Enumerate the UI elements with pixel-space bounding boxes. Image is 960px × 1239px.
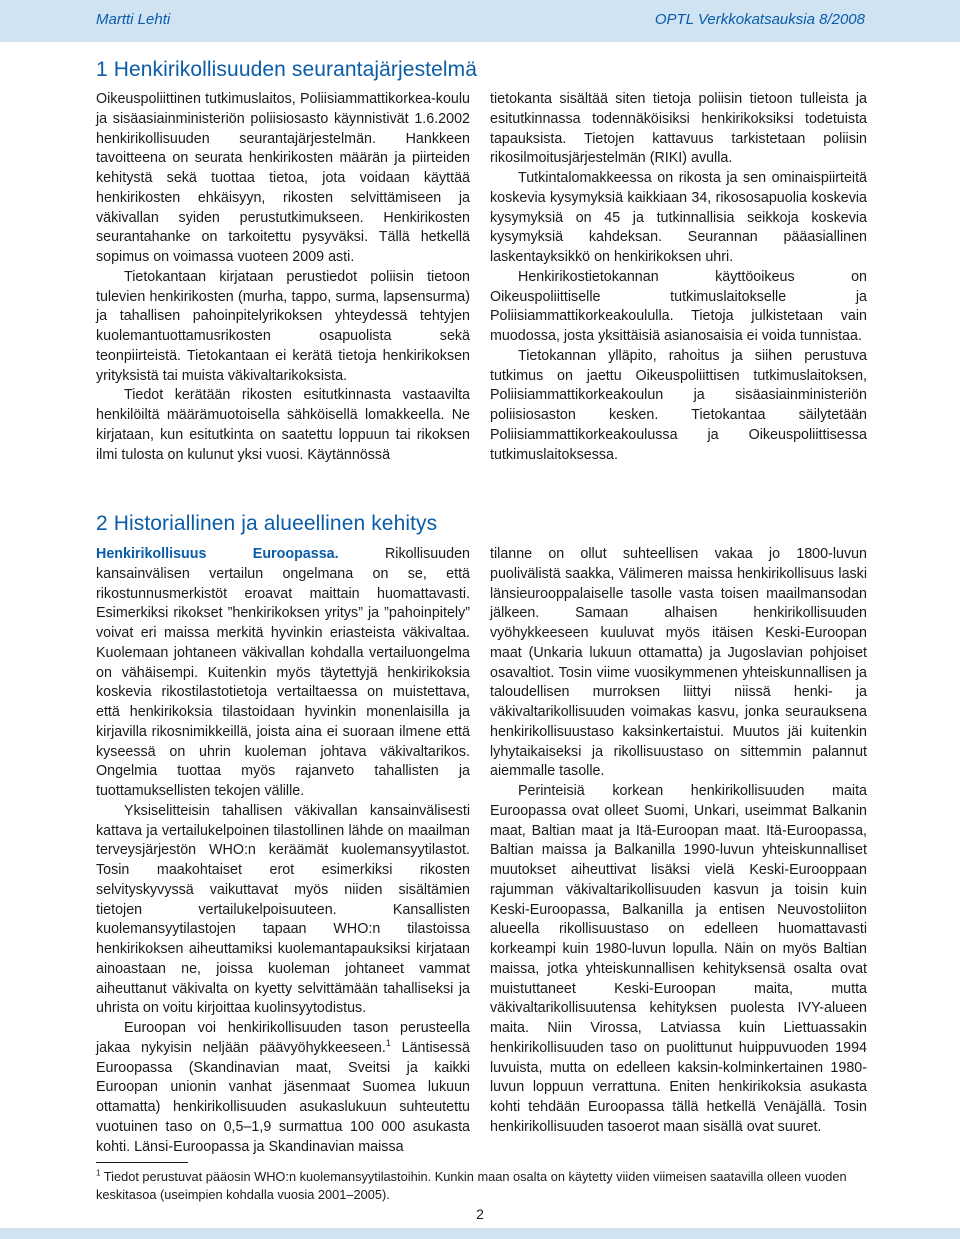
- paragraph: Henkirikostietokannan käyttöoikeus on Oikeuspoliittiselle tutkimuslaitokselle ja Poliisiammattikorkeakoululla. Tietoja julkistetaan vain muodossa, josta yksittäisiä asianosaisia ei voida tunnistaa.: [490, 268, 867, 344]
- paragraph: Perinteisiä korkean henkirikollisuuden maita Euroopassa ovat olleet Suomi, Unkari, useimmat Balkanin maat, Baltian maat ja Itä-Euroopan maat. Itä-Euroopassa, Baltian maissa ja Balkanilla 1990-luvun yhteiskunnalliset muutokset aiheuttivat lisäksi vielä Keski-Eurooppaan rajumman väkivaltarikollisuuden kasvun ja toisin kuin Keski-Euroopassa, Balkanilla ja entisen Neuvostoliiton alueella rikollisuustaso on edelleen huomattavasti korkeampi kuin 1980-luvun lopulla. Näin on myös Baltian maissa, jotka yhteiskunnallisen kehityksensä osalta ovat muistuttaneet Keski-Euroopan maita, mutta väkivaltarikollisuutensa kehityksen puolesta IVY-alueen maita. Niin Virossa, Latviassa kuin Liettuassakin henkirikollisuuden taso on puolittunut huippuvuoden 1994 luvuista, mutta on edelleen kaksin-kolminkertainen 1980-luvun loppuun verrattuna. Eniten henkirikoksia asukasta kohti tehdään Euroopassa tällä hetkellä Venäjällä. Tosin henkirikollisuuden tasoerot maan sisällä ovat suuret.: [490, 783, 867, 1135]
- lead-label: Henkirikollisuus Euroopassa.: [96, 546, 339, 562]
- section-1-left-column: [96, 90, 470, 465]
- paragraph: tilanne on ollut suhteellisen vakaa jo 1800-luvun puolivälistä saakka, Välimeren maissa henkirikollisuus laski länsieurooppalaiselle tasolle vasta toisen maailmansodan jälkeen. Samaan alhaisen henkirikollisuuden vyöhykkeeseen kuuluvat myös itäisen Keski-Euroopan maat (Unkaria lukuun ottamatta) ja Jugoslavian pohjoiset osavaltiot. Tosin viime vuosikymmenen yhteiskunnallisen ja taloudellisen murroksen liittyi niissä henki- ja väkivaltarikollisuuden voimakas kasvu, jonka seurauksena henkirikollisuustaso kaksinkertaistui. Muutos jäi kuitenkin lyhytaikaiseksi ja rikollisuustaso on sittemmin palannut aiemmalle tasolle.: [490, 546, 867, 780]
- paragraph: Tutkintalomakkeessa on rikosta ja sen ominaispiirteitä koskevia kysymyksiä kaikkiaan 34, rikososapuolia koskevia kysymyksiä on 45 ja tutkinnallisia seikkoja koskevia kysymyksiä kahdeksan. Seurannan pääasiallinen laskentayksikkö on henkirikoksen uhri.: [490, 170, 867, 265]
- paragraph-text: Läntisessä Euroopassa (Skandinavian maat, Sveitsi ja kaikki Euroopan unionin vanhat jäsenmaat Suomea lukuun ottamatta) henkirikollisuuden asukaslukuun suhteutettu vuotuinen taso on 0,5–1,9 surmattua 100 000 asukasta kohti. Länsi-Euroopassa ja Skandinavian maissa: [96, 1039, 470, 1155]
- section-1-right-column: [490, 90, 867, 465]
- section-2-title: 2 Historiallinen ja alueellinen kehitys: [96, 512, 438, 535]
- footnote-divider: [96, 1162, 188, 1163]
- section-2-right-column: [490, 545, 867, 1138]
- footer-bar: [0, 1228, 960, 1239]
- header-bar: [0, 0, 960, 42]
- footnote-ref[interactable]: 1: [385, 1037, 391, 1048]
- paragraph: Yksiselitteisin tahallisen väkivallan kansainvälisesti kattava ja vertailukelpoinen tilastollinen lähde on maailman terveysjärjestön WHO:n keräämät kuolemansyytilastot. Tosin maakohtaiset erot esimerkiksi rikosten selvityskyvyssä vaikuttavat myös niiden sisältämien tietojen vertailukelpoisuuteen. Kansallisten kuolemansyytilastojen tapaan WHO:n tilastoissa henkirikoksen aiheuttamiksi kuolemantapauksiksi kirjataan ainoastaan ne, joissa kuoleman johtaneet vammat aiheuttanut väkivalta on kyetty selvittämään tahalliseksi ja uhrista on voitu kirjoittaa kuolinsyytodistus.: [96, 802, 470, 1017]
- paragraph: Tiedot kerätään rikosten esitutkinnasta vastaavilta henkilöiltä määrämuotoisella sähköisellä lomakkeella. Ne kirjataan, kun esitutkinta on saatettu loppuun tai rikoksen ilmi tulosta on kulunut yksi vuosi. Käytännössä: [96, 387, 470, 463]
- paragraph-text: Euroopan voi henkirikollisuuden tason perusteella jakaa nykyisin neljään päävyöhykkeeseen.: [96, 1020, 470, 1056]
- paragraph-text: Rikollisuuden kansainvälisen vertailun ongelmana on se, että rikostunnusmerkistöt eroavat maittain huomattavasti. Esimerkiksi rikokset ”henkirikoksen yritys” ja ”pahoinpitely” voivat eri maissa merkitä hyvinkin eriasteista väkivaltaa. Kuolemaan johtaneen väkivallan kohdalla vertailuongelma on vähäisempi. Kuitenkin myös täytettyjä henkirikoksia koskevia rikostilastotietoja vertailtaessa on muistettava, että henkirikoksia tilastoidaan hyvinkin monenlaisilla ja kirjavilla rikosnimikkeillä, joista aina ei suoraan ilmene että kyseessä on uhrin kuoleman johtava väkivaltarikos. Ongelmia tuottaa myös rajanveto tahallisten ja tuottamuksellisten tekojen välille.: [96, 546, 470, 799]
- paragraph: Tietokantaan kirjataan perustiedot poliisin tietoon tulevien henkirikosten (murha, tappo, surma, lapsensurma) ja tahallisen pahoinpitelyrikoksen yhteydessä tehtyjen kuolemantuottamusrikosten osapuolista sekä teonpiirteistä. Tietokantaan ei kerätä tietoja henkirikoksen yrityksistä tai muista väkivaltarikoksista.: [96, 268, 470, 384]
- paragraph: Oikeuspoliittinen tutkimuslaitos, Poliisiammattikorkea-koulu ja sisäasiainministeriön poliisiosasto käynnistivät 1.6.2002 henkirikollisuuden seurantajärjestelmän. Hankkeen tavoitteena on seurata henkirikosten määrän ja piirteiden kehitystä sekä tuottaa tietoa, jota voidaan käyttää henkirikosten ehkäisyyn, rikosten selvittämiseen ja väkivallan syiden perustutkimukseen. Henkirikosten seurantahanke on tarkoitettu pysyväksi. Tällä hetkellä sopimus on voimassa vuoteen 2009 asti.: [96, 91, 470, 265]
- footnote-mark: 1: [96, 1168, 101, 1178]
- footnote-text: Tiedot perustuvat pääosin WHO:n kuolemansyytilastoihin. Kunkin maan osalta on käytetty viiden viimeisen saatavilla olleen vuoden keskitasoa (useimpien kohdalla vuosia 2001–2005).: [96, 1169, 847, 1202]
- section-1-title: 1 Henkirikollisuuden seurantajärjestelmä: [96, 58, 478, 81]
- footnote: [96, 1168, 868, 1203]
- paragraph: [96, 1019, 470, 1157]
- paragraph: tietokanta sisältää siten tietoja poliisin tietoon tulleista ja esitutkinnassa todennäköisiksi henkirikoksiksi todetuista tapauksista. Tietojen kattavuus tarkistetaan poliisin rikosilmoitusjärjestelmän (RIKI) avulla.: [490, 91, 867, 167]
- paragraph: Tietokannan ylläpito, rahoitus ja siihen perustuva tutkimus on jaettu Oikeuspoliittisen tutkimuslaitoksen, Poliisiammattikorkeakoulun ja sisäasiainministeriön poliisiosaston kesken. Tietokantaa säilytetään Poliisiammattikorkeakoulussa ja Oikeuspoliittisessa tutkimuslaitoksessa.: [490, 347, 867, 463]
- header-series: OPTL Verkkokatsauksia 8/2008: [654, 11, 865, 28]
- section-2-left-column: [96, 545, 470, 1157]
- paragraph: [96, 545, 470, 802]
- header-author: Martti Lehti: [96, 11, 171, 28]
- page-number: 2: [476, 1206, 484, 1222]
